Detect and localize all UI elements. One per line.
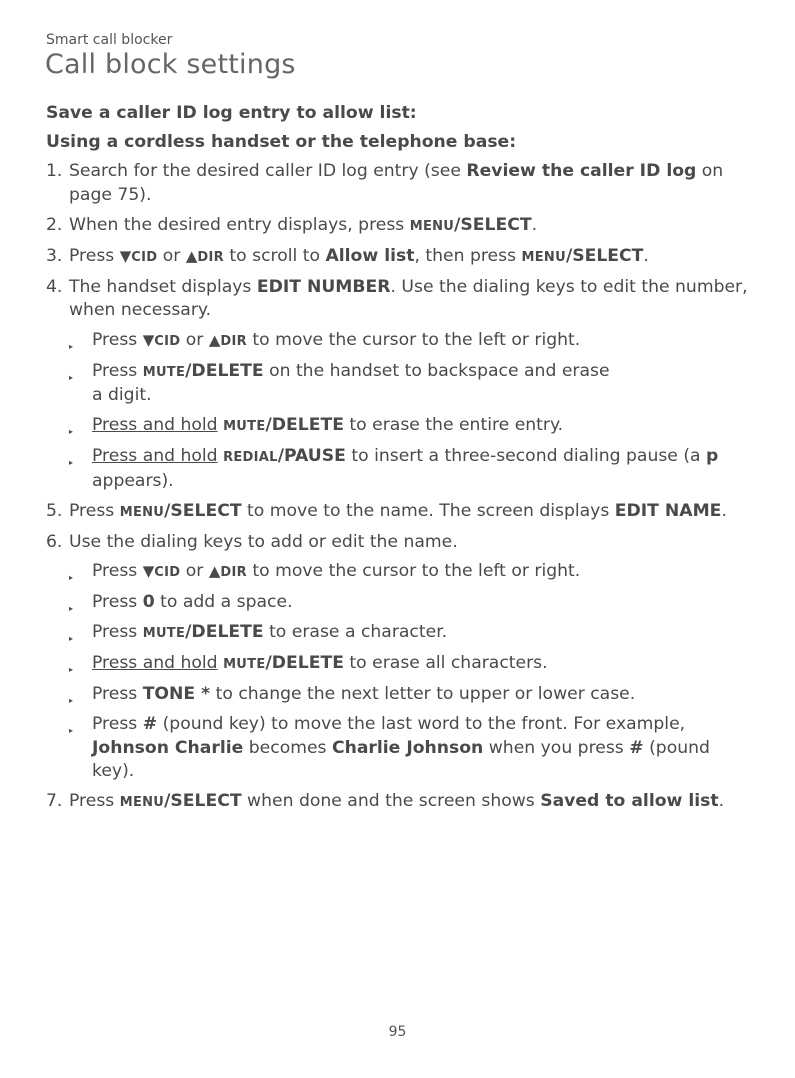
bullet-text: Press bbox=[92, 592, 143, 612]
dir-key-label: DIR bbox=[220, 333, 247, 349]
cid-key-label: CID bbox=[154, 565, 181, 580]
bullet-text: to add a space. bbox=[154, 592, 293, 612]
heading-save-to-allow-list: Save a caller ID log entry to allow list: bbox=[46, 103, 417, 123]
instructions bbox=[46, 160, 751, 821]
screen-text: EDIT NAME bbox=[614, 500, 722, 521]
bullet-text: to change the next letter to upper or lower case. bbox=[210, 684, 636, 704]
step-4 bbox=[46, 276, 751, 494]
bullet-text: Press bbox=[92, 561, 143, 581]
step-3 bbox=[46, 245, 751, 270]
bullet-text: (pound key). bbox=[92, 737, 710, 781]
step-7 bbox=[46, 790, 751, 815]
bullet-marker-icon: ▸ bbox=[69, 427, 74, 436]
bullet-text: becomes bbox=[243, 737, 332, 758]
cid-key-label: CID bbox=[131, 249, 158, 265]
down-arrow-icon: ▼ bbox=[142, 330, 155, 349]
list-item bbox=[69, 652, 751, 677]
step-text: , then press bbox=[414, 245, 522, 266]
list-item bbox=[69, 414, 751, 439]
star-key-icon: * bbox=[201, 684, 211, 704]
step-text: on page 75). bbox=[69, 161, 724, 205]
screen-text: Saved to allow list bbox=[540, 791, 719, 811]
step-1 bbox=[46, 160, 751, 207]
select-key-label: /SELECT bbox=[164, 791, 242, 811]
bullet-marker-icon: ▸ bbox=[69, 634, 74, 643]
section-label: Smart call blocker bbox=[46, 32, 173, 48]
bullet-text: to erase all characters. bbox=[343, 653, 548, 673]
delete-key-label: /DELETE bbox=[185, 360, 264, 381]
bullet-marker-icon: ▸ bbox=[69, 726, 74, 735]
bullet-text: Press bbox=[92, 329, 143, 350]
zero-key-label: 0 bbox=[142, 592, 155, 612]
mute-key-label: MUTE bbox=[142, 364, 186, 380]
pound-key-label: # bbox=[629, 737, 644, 758]
bullet-text: appears). bbox=[92, 470, 174, 491]
step-text: . bbox=[531, 214, 538, 235]
select-key-label: /SELECT bbox=[565, 245, 644, 266]
bullet-text: to erase the entire entry. bbox=[343, 415, 564, 435]
step-text: . bbox=[643, 245, 649, 266]
bullet-marker-icon: ▸ bbox=[69, 604, 74, 613]
bullet-text: when you press bbox=[483, 737, 630, 758]
bullet-text: a digit. bbox=[92, 385, 152, 405]
step-text: . bbox=[718, 791, 725, 811]
press-and-hold-text: Press and hold bbox=[92, 415, 218, 435]
dir-key-label: DIR bbox=[220, 565, 247, 580]
section-reference: Review the caller ID log bbox=[466, 161, 697, 181]
redial-key-label: REDIAL bbox=[223, 450, 278, 465]
bullet-marker-icon: ▸ bbox=[69, 696, 74, 705]
pause-key-label: /PAUSE bbox=[277, 446, 346, 466]
step-5 bbox=[46, 500, 751, 525]
step-text: Search for the desired caller ID log entry (see bbox=[69, 161, 467, 181]
bullet-list bbox=[69, 329, 751, 494]
step-number: 2. bbox=[46, 214, 63, 235]
step-text: . Use the dialing keys to edit the number, when necessary. bbox=[69, 276, 748, 320]
up-arrow-icon: ▲ bbox=[185, 246, 198, 265]
step-text: Press bbox=[69, 500, 120, 521]
bullet-text: or bbox=[180, 329, 209, 350]
list-item bbox=[69, 360, 751, 408]
bullet-marker-icon: ▸ bbox=[69, 458, 74, 467]
delete-key-label: /DELETE bbox=[185, 622, 264, 642]
dir-key-label: DIR bbox=[197, 249, 224, 265]
mute-key-label: MUTE bbox=[142, 626, 186, 641]
step-number: 5. bbox=[46, 500, 63, 521]
example-name: Johnson Charlie bbox=[92, 737, 244, 758]
page-number: 95 bbox=[388, 1024, 407, 1040]
list-item bbox=[69, 713, 751, 784]
step-text: or bbox=[157, 245, 186, 266]
bullet-list bbox=[69, 560, 751, 784]
press-and-hold-text: Press and hold bbox=[92, 446, 218, 466]
bullet-marker-icon: ▸ bbox=[69, 665, 74, 674]
step-6 bbox=[46, 531, 751, 784]
up-arrow-icon: ▲ bbox=[208, 562, 221, 580]
bullet-marker-icon: ▸ bbox=[69, 573, 74, 582]
bullet-text: to move the cursor to the left or right. bbox=[246, 329, 581, 350]
bullet-text: to erase a character. bbox=[263, 622, 448, 642]
step-text: Press bbox=[69, 245, 120, 266]
example-name: Charlie Johnson bbox=[331, 737, 484, 758]
step-number: 6. bbox=[46, 531, 63, 552]
menu-key-label: MENU bbox=[119, 795, 165, 810]
bullet-text: Press bbox=[92, 622, 143, 642]
step-text: to move to the name. The screen displays bbox=[241, 500, 615, 521]
delete-key-label: /DELETE bbox=[265, 653, 344, 673]
delete-key-label: /DELETE bbox=[265, 415, 344, 435]
menu-key-label: MENU bbox=[119, 504, 165, 520]
page-title: Call block settings bbox=[45, 49, 296, 80]
bullet-text: (pound key) to move the last word to the front. For example, bbox=[157, 714, 686, 734]
pound-key-label: # bbox=[142, 714, 158, 734]
list-item bbox=[69, 621, 751, 646]
pause-symbol: p bbox=[706, 446, 719, 466]
cid-key-label: CID bbox=[154, 333, 181, 349]
list-item bbox=[69, 683, 751, 707]
mute-key-label: MUTE bbox=[223, 657, 266, 672]
step-number: 7. bbox=[46, 791, 63, 811]
bullet-marker-icon: ▸ bbox=[69, 341, 74, 351]
step-text: Press bbox=[69, 791, 120, 811]
bullet-text: to move the cursor to the left or right. bbox=[246, 561, 581, 581]
heading-using-handset-or-base: Using a cordless handset or the telephone base: bbox=[46, 132, 517, 152]
screen-text: EDIT NUMBER bbox=[256, 276, 391, 297]
list-item bbox=[69, 591, 751, 615]
step-2 bbox=[46, 214, 751, 239]
step-text: When the desired entry displays, press bbox=[69, 214, 410, 235]
list-item bbox=[69, 560, 751, 585]
menu-key-label: MENU bbox=[409, 218, 455, 234]
step-text: Use the dialing keys to add or edit the name. bbox=[69, 531, 458, 552]
bullet-marker-icon: ▸ bbox=[69, 372, 74, 382]
bullet-text: Press bbox=[92, 360, 143, 381]
bullet-text: Press bbox=[92, 714, 143, 734]
bullet-text: Press bbox=[92, 684, 143, 704]
bullet-text: or bbox=[180, 561, 209, 581]
press-and-hold-text: Press and hold bbox=[92, 653, 218, 673]
tone-key-label: TONE bbox=[142, 684, 202, 704]
bullet-text: on the handset to backspace and erase bbox=[263, 360, 610, 381]
select-key-label: /SELECT bbox=[164, 500, 242, 521]
select-key-label: /SELECT bbox=[454, 214, 532, 235]
list-item bbox=[69, 445, 751, 493]
step-number: 1. bbox=[46, 161, 63, 181]
menu-key-label: MENU bbox=[521, 249, 566, 265]
menu-option: Allow list bbox=[325, 245, 415, 266]
list-item bbox=[69, 329, 751, 354]
down-arrow-icon: ▼ bbox=[119, 246, 132, 265]
down-arrow-icon: ▼ bbox=[142, 562, 155, 580]
step-text: when done and the screen shows bbox=[241, 791, 541, 811]
bullet-text: to insert a three-second dialing pause (a bbox=[345, 446, 707, 466]
step-text: to scroll to bbox=[223, 245, 326, 266]
step-number: 3. bbox=[46, 245, 63, 266]
step-number: 4. bbox=[46, 276, 63, 297]
step-text: The handset displays bbox=[69, 276, 257, 297]
up-arrow-icon: ▲ bbox=[208, 330, 221, 349]
mute-key-label: MUTE bbox=[223, 419, 266, 434]
step-text: . bbox=[721, 500, 727, 521]
